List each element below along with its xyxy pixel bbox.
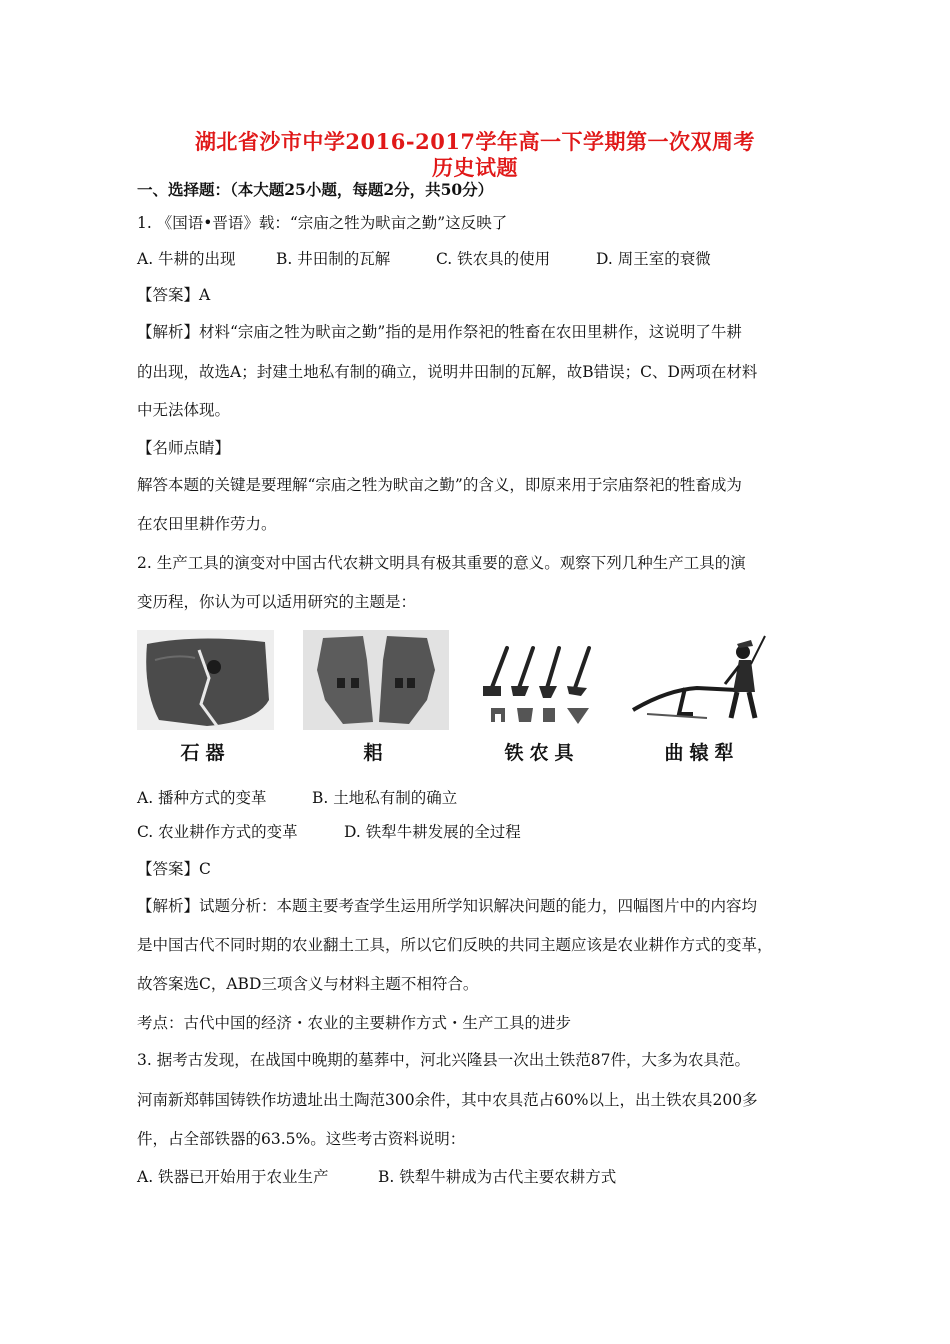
- q2-option-a: A. 播种方式的变革: [137, 789, 267, 807]
- q1-analysis-line: 的出现，故选A；封建土地私有制的确立，说明井田制的瓦解，故B错误；C、D两项在材料: [137, 363, 758, 381]
- q1-stem: 1. 《国语•晋语》载：“宗庙之牲为畎亩之勤”这反映了: [137, 214, 508, 232]
- q2-analysis-line: 故答案选C，ABD三项含义与材料主题不相符合。: [137, 975, 479, 993]
- q2-analysis-line: 【解析】试题分析：本题主要考查学生运用所学知识解决问题的能力，四幅图片中的内容均: [137, 897, 758, 915]
- q2-answer: 【答案】C: [137, 860, 211, 878]
- document-title: 湖北省沙市中学2016-2017学年高一下学期第一次双周考: [194, 129, 756, 154]
- stone-tool-image: [137, 630, 274, 770]
- q1-tip-heading: 【名师点睛】: [137, 439, 231, 457]
- q3-stem-line: 河南新郑韩国铸铁作坊遗址出土陶范300余件，其中农具范占60%以上，出土铁农具200多: [137, 1091, 758, 1109]
- q3-stem-line: 3. 据考古发现，在战国中晚期的墓葬中，河北兴隆县一次出土铁范87件，大多为农具范。: [137, 1051, 750, 1069]
- q1-answer: 【答案】A: [137, 286, 211, 304]
- q2-option-d: D. 铁犁牛耕发展的全过程: [344, 823, 521, 841]
- q2-analysis-line: 是中国古代不同时期的农业翻土工具，所以它们反映的共同主题应该是农业耕作方式的变革，: [137, 936, 773, 954]
- q3-stem-line: 件，占全部铁器的63.5%。这些考古资料说明：: [137, 1130, 466, 1148]
- figure-label-curved-plough: 曲辕犁: [664, 742, 740, 764]
- q1-option-c: C. 铁农具的使用: [436, 250, 551, 268]
- q1-option-a: A. 牛耕的出现: [137, 250, 236, 268]
- q2-stem-line: 变历程，你认为可以适用研究的主题是：: [137, 593, 417, 611]
- q2-option-c: C. 农业耕作方式的变革: [137, 823, 298, 841]
- q2-stem-line: 2. 生产工具的演变对中国古代农耕文明具有极其重要的意义。观察下列几种生产工具的演: [137, 554, 746, 572]
- farming-tools-figure: [137, 630, 777, 770]
- q1-analysis-line: 【解析】材料“宗庙之牲为畎亩之勤”指的是用作祭祀的牲畜在农田里耕作，这说明了牛耕: [137, 323, 742, 341]
- q2-kaodian: 考点：古代中国的经济・农业的主要耕作方式・生产工具的进步: [137, 1014, 572, 1032]
- section-heading: 一、选择题：（本大题25小题，每题2分，共50分）: [137, 180, 494, 199]
- q1-tip-line: 解答本题的关键是要理解“宗庙之牲为畎亩之勤”的含义，即原来用于宗庙祭祀的牲畜成为: [137, 476, 742, 494]
- q3-option-b: B. 铁犁牛耕成为古代主要农耕方式: [378, 1168, 617, 1186]
- q1-option-b: B. 井田制的瓦解: [276, 250, 391, 268]
- iron-tools-image: [477, 630, 607, 770]
- q1-tip-line: 在农田里耕作劳力。: [137, 515, 277, 533]
- q1-analysis-line: 中无法体现。: [137, 401, 231, 419]
- figure-label-stone-tool: 石器: [180, 742, 231, 764]
- q1-option-d: D. 周王室的衰微: [596, 250, 711, 268]
- figure-label-si: 耜: [363, 742, 389, 764]
- si-spade-image: [303, 630, 449, 770]
- q3-option-a: A. 铁器已开始用于农业生产: [137, 1168, 329, 1186]
- curved-plough-image: [627, 630, 777, 770]
- q2-option-b: B. 土地私有制的确立: [312, 789, 458, 807]
- figure-label-iron-tools: 铁农具: [504, 742, 580, 764]
- document-subtitle: 历史试题: [432, 155, 518, 180]
